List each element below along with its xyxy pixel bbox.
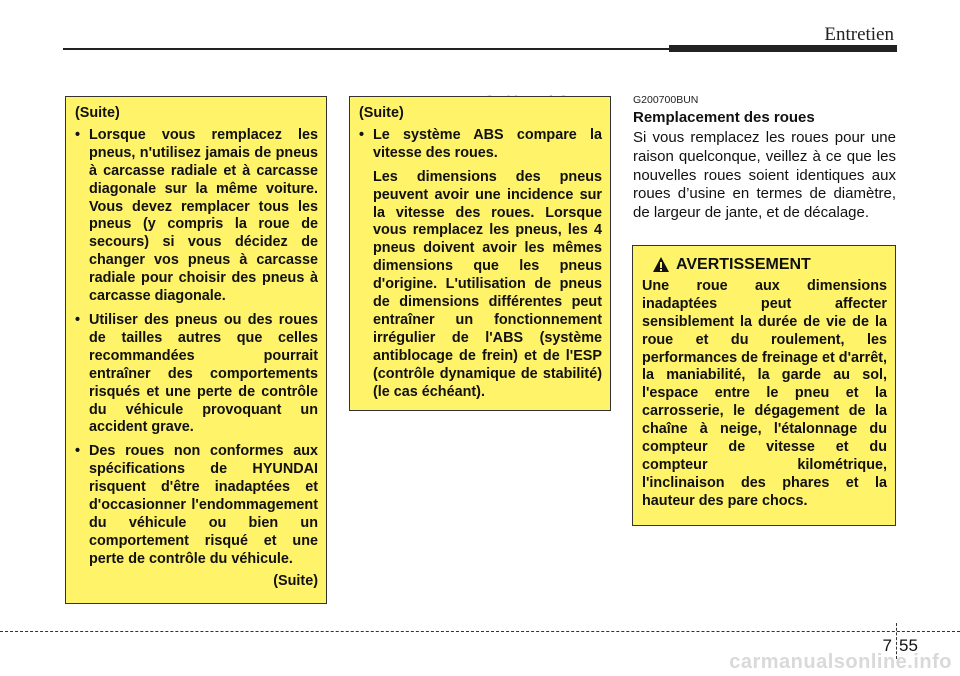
page-number: 55 [899, 636, 918, 655]
warning-triangle-icon [652, 256, 670, 273]
footer-dashed-rule [0, 631, 960, 632]
suite-start-label: (Suite) [75, 105, 120, 121]
suite-start-label: (Suite) [359, 105, 404, 121]
header-rule-thin [63, 48, 669, 50]
warning-box [632, 245, 896, 526]
caution-box-continued-left [65, 96, 327, 604]
bullet-item [359, 127, 602, 402]
bullet-item: • Lorsque vous remplacez les pneus, n'utilisez jamais de pneus à carcasse radiale et à carcasse diagonale sur la même voiture. Vous devez remplacer tous les pneus (y compris la roue de secours) si vous décidez de changer vos pneus à carcasse radiale pour choisir des pneus à carcasse diagonale. [75, 127, 318, 306]
warning-text: Une roue aux dimensions inadaptées peut affecter sensiblement la durée de vie de la roue et du roulement, les performances de freinage et d'arrêt, la maniabilité, la garde au sol, l'espace entre le pneu et la carrosserie, le dégagement de la chaîne à neige, l'étalonnage du compteur de vitesse et du compteur kilométrique, l'inclinaison des phares et la hauteur des pare chocs. [642, 277, 887, 509]
bullet-list [359, 127, 602, 402]
suite-end-label: (Suite) [273, 572, 318, 589]
warning-header [652, 256, 887, 274]
header-rule-thick [669, 45, 897, 52]
warning-title: AVERTISSEMENT [676, 256, 811, 273]
section-code: G200700BUN [633, 94, 699, 106]
page-header-title: Entretien [824, 24, 894, 45]
chapter-number: 7 [882, 636, 892, 655]
section-title: Remplacement des roues [633, 109, 815, 126]
section-body: Si vous remplacez les roues pour une raison quelconque, veillez à ce que les nouvelles roues soient identiques aux roues d’usine en termes de diamètre, de largeur de jante, et de décalage. [633, 129, 896, 222]
caution-box-continued-middle [349, 96, 611, 411]
bullet-text: Le système ABS compare la vitesse des roues. [373, 126, 602, 161]
bullet-item: • Utiliser des pneus ou des roues de tailles autres que celles recommandées pourrait entraîner des comportements risqués et une perte de contrôle du véhicule provoquant un accident grave. [75, 312, 318, 437]
bullet-item: • Des roues non conformes aux spécifications de HYUNDAI risquent d'être inadaptées et d'occasionner l'endommagement du véhicule ou bien un comportement risqué et une perte de contrôle du véhicule. [75, 443, 318, 568]
bullet-paragraph: Les dimensions des pneus peuvent avoir une incidence sur la vitesse des roues. Lorsque vous remplacez les pneus, les 4 pneus doivent avoir les mêmes dimensions que les pneus d'origine. L'utilisation de pneus de dimensions différentes peut entraîner un fonctionnement irrégulier de l'ABS (système antiblocage de frein) et de l'ESP (contrôle dynamique de stabilité) (le cas échéant). [373, 168, 602, 400]
bullet-list [75, 127, 318, 569]
watermark-carmanualsonline: carmanualsonline.info [729, 651, 952, 673]
